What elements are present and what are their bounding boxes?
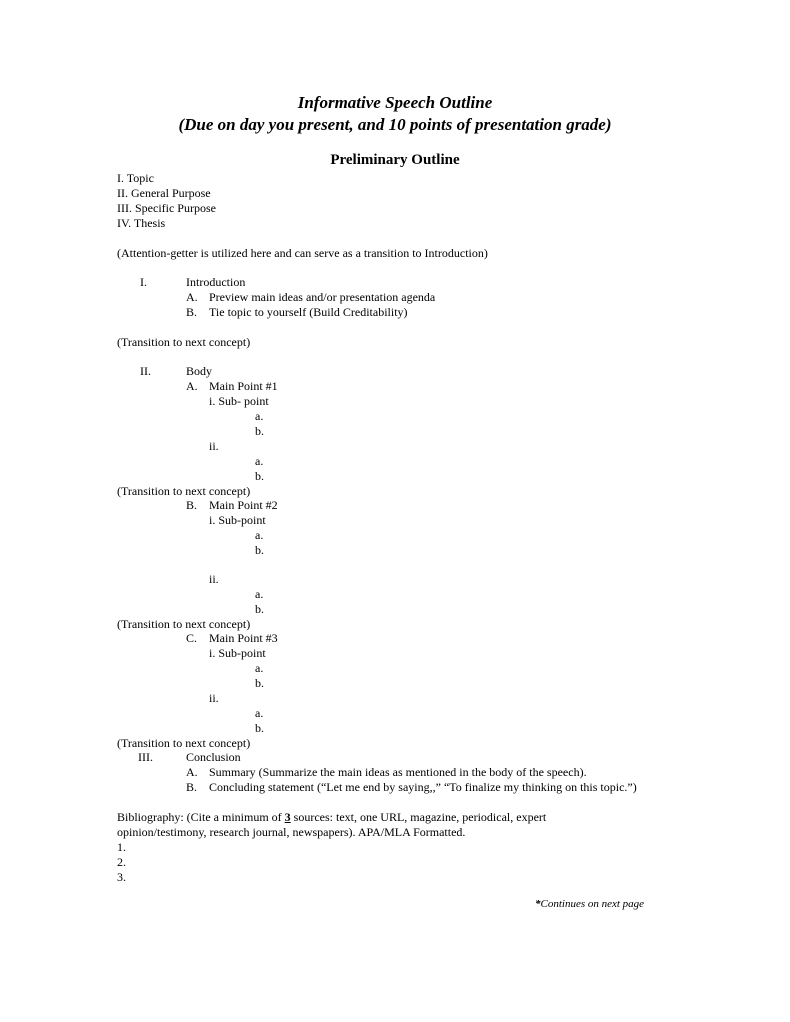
conclusion-a-letter: A.: [186, 765, 198, 779]
body-label: Body: [186, 364, 213, 378]
prelim-item-specific-purpose: III. Specific Purpose: [117, 201, 216, 215]
main-point-3-sub-1: i. Sub-point: [209, 646, 266, 660]
intro-a-text: Preview main ideas and/or presentation agenda: [209, 290, 436, 304]
sub-item-a: a.: [255, 528, 264, 542]
transition-note: (Transition to next concept): [117, 335, 251, 349]
main-point-1-sub-2: ii.: [209, 439, 219, 453]
main-point-1-letter: A.: [186, 379, 198, 393]
bibliography-entry-2: 2.: [117, 855, 126, 869]
bibliography-entry-3: 3.: [117, 870, 126, 884]
prelim-item-general-purpose: II. General Purpose: [117, 186, 211, 200]
transition-note: (Transition to next concept): [117, 617, 251, 631]
sub-item-b: b.: [255, 424, 264, 438]
bibliography-line-1: [117, 810, 546, 825]
sub-item-a: a.: [255, 409, 264, 423]
bibliography-intro: Bibliography: (Cite a minimum of: [117, 810, 285, 824]
sub-item-b: b.: [255, 602, 264, 616]
document-subtitle: (Due on day you present, and 10 points of presentation grade): [178, 115, 612, 134]
intro-label: Introduction: [186, 275, 246, 289]
main-point-2-sub-1: i. Sub-point: [209, 513, 266, 527]
prelim-item-topic: I. Topic: [117, 171, 154, 185]
sub-item-a: a.: [255, 661, 264, 675]
sub-item-b: b.: [255, 469, 264, 483]
intro-a-letter: A.: [186, 290, 198, 304]
bibliography-entry-1: 1.: [117, 840, 126, 854]
main-point-3-letter: C.: [186, 631, 198, 645]
sub-item-a: a.: [255, 587, 264, 601]
main-point-1-label: Main Point #1: [209, 379, 278, 393]
sub-item-b: b.: [255, 721, 264, 735]
main-point-1-sub-1: i. Sub- point: [209, 394, 269, 408]
conclusion-b-letter: B.: [186, 780, 198, 794]
intro-b-text: Tie topic to yourself (Build Creditability): [209, 305, 408, 319]
conclusion-label: Conclusion: [186, 750, 241, 764]
main-point-3-sub-2: ii.: [209, 691, 219, 705]
sub-item-b: b.: [255, 676, 264, 690]
sub-item-b: b.: [255, 543, 264, 557]
bibliography-source-types: sources: text, one URL, magazine, periodical, expert: [290, 810, 547, 824]
prelim-item-thesis: IV. Thesis: [117, 216, 166, 230]
sub-item-a: a.: [255, 454, 264, 468]
conclusion-b-text: Concluding statement (“Let me end by saying,,” “To finalize my thinking on this topic.”): [209, 780, 637, 794]
intro-numeral: I.: [140, 275, 147, 289]
continues-text: Continues on next page: [540, 898, 645, 910]
main-point-3-label: Main Point #3: [209, 631, 278, 645]
main-point-2-label: Main Point #2: [209, 498, 278, 512]
continues-note: [535, 897, 644, 912]
conclusion-a-text: Summary (Summarize the main ideas as mentioned in the body of the speech).: [209, 765, 587, 779]
main-point-2-sub-2: ii.: [209, 572, 219, 586]
continues-star: *: [535, 898, 541, 910]
transition-note: (Transition to next concept): [117, 736, 251, 750]
attention-getter-note: (Attention-getter is utilized here and can serve as a transition to Introduction): [117, 246, 488, 260]
conclusion-numeral: III.: [138, 750, 153, 764]
sub-item-a: a.: [255, 706, 264, 720]
bibliography-line-2: opinion/testimony, research journal, newspapers). APA/MLA Formatted.: [117, 825, 466, 839]
bibliography-min-count: 3: [284, 810, 291, 824]
intro-b-letter: B.: [186, 305, 198, 319]
main-point-2-letter: B.: [186, 498, 198, 512]
document-title: Informative Speech Outline: [297, 93, 493, 112]
body-numeral: II.: [140, 364, 151, 378]
preliminary-heading: Preliminary Outline: [330, 152, 460, 168]
transition-note: (Transition to next concept): [117, 484, 251, 498]
